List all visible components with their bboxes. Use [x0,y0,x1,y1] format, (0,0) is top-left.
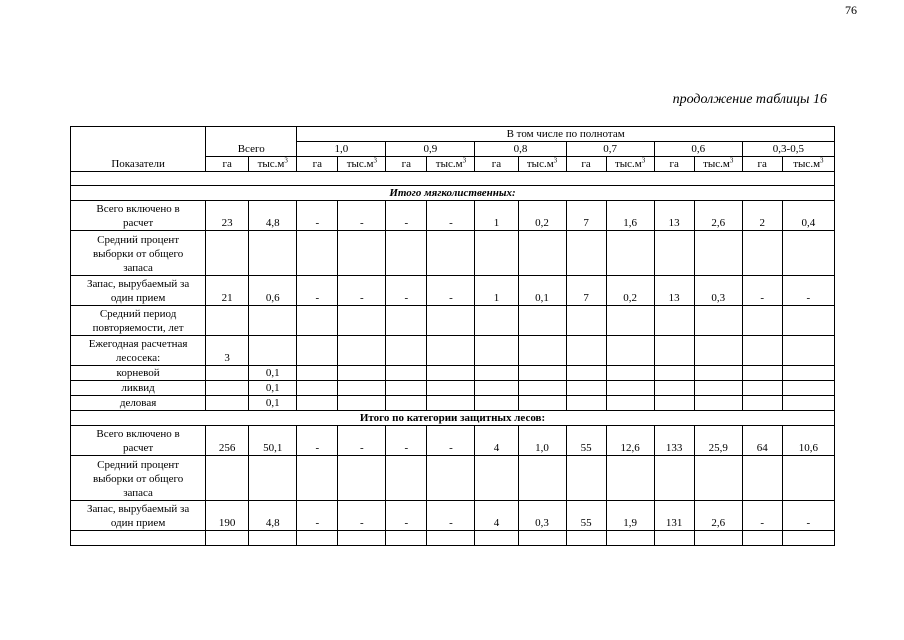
cell-value: 64 [742,426,782,456]
cell-value: 0,1 [249,396,297,411]
cell-value: 0,1 [518,276,566,306]
cell-value: - [297,426,338,456]
cell-value: 10,6 [782,426,834,456]
cell-value [694,396,742,411]
cell-value [249,231,297,276]
cell-value [475,381,518,396]
cell-value [742,381,782,396]
cell-value [338,366,386,381]
cell-value: 2,6 [694,201,742,231]
row-label: ликвид [71,381,206,396]
cell-value [606,396,654,411]
row-label [71,531,206,546]
cell-value [297,456,338,501]
cell-value [518,456,566,501]
cell-value [694,381,742,396]
header-unit-area: га [475,157,518,172]
table-row [71,501,835,531]
cell-value [386,231,427,276]
cell-value [338,531,386,546]
cell-value [249,336,297,366]
cell-value [606,456,654,501]
cell-value: 4,8 [249,501,297,531]
header-unit-volume: $тыс.м^3$ [338,157,386,172]
table-caption: продолжение таблицы 16 [672,92,827,107]
cell-value [566,456,606,501]
table-row [71,336,835,366]
cell-value [742,531,782,546]
cell-value: 55 [566,426,606,456]
cell-value [606,531,654,546]
cell-value [654,231,694,276]
spacer-row [71,172,835,186]
row-label: Средний процент выборки от общего запаса [71,231,206,276]
cell-value: - [782,276,834,306]
cell-value [427,306,475,336]
cell-value: 21 [206,276,249,306]
cell-value [782,456,834,501]
cell-value [742,396,782,411]
cell-value: - [782,501,834,531]
header-unit-area: га [206,157,249,172]
header-unit-volume: $тыс.м^3$ [249,157,297,172]
cell-value [782,336,834,366]
cell-value [742,306,782,336]
header-unit-area: га [297,157,338,172]
cell-value: 1,9 [606,501,654,531]
cell-value [427,456,475,501]
cell-value [654,396,694,411]
cell-value [386,336,427,366]
cell-value: 3 [206,336,249,366]
cell-value: - [427,426,475,456]
table-row [71,531,835,546]
cell-value: - [386,201,427,231]
cell-value [206,531,249,546]
header-unit-area: га [566,157,606,172]
cell-value [386,531,427,546]
cell-value [694,366,742,381]
cell-value: 4 [475,426,518,456]
cell-value: 0,1 [249,366,297,381]
cell-value [475,456,518,501]
cell-value [782,381,834,396]
cell-value [206,231,249,276]
cell-value [742,231,782,276]
row-label: Всего включено в расчет [71,201,206,231]
header-density: 0,3-0,5 [742,142,834,157]
header-by-density: В том числе по полнотам [297,127,835,142]
row-label: Средний процент выборки от общего запаса [71,456,206,501]
cell-value [742,336,782,366]
cell-value: 131 [654,501,694,531]
cell-value [518,531,566,546]
header-total: Всего [206,127,297,157]
row-label: Запас, вырубаемый за один прием [71,276,206,306]
cell-value [338,306,386,336]
cell-value [694,456,742,501]
table-row [71,306,835,336]
cell-value [206,366,249,381]
cell-value [427,381,475,396]
cell-value: - [338,501,386,531]
header-density: 1,0 [297,142,386,157]
cell-value [338,456,386,501]
cell-value: - [338,426,386,456]
cell-value: - [386,501,427,531]
cell-value: 1 [475,276,518,306]
table-row [71,456,835,501]
cell-value: 0,2 [606,276,654,306]
cell-value: - [338,276,386,306]
cell-value [386,366,427,381]
cell-value: 1 [475,201,518,231]
header-unit-volume: $тыс.м^3$ [606,157,654,172]
cell-value [782,531,834,546]
cell-value: 4,8 [249,201,297,231]
cell-value: 190 [206,501,249,531]
cell-value [206,396,249,411]
cell-value: 0,2 [518,201,566,231]
cell-value [475,396,518,411]
cell-value [475,306,518,336]
header-unit-area: га [742,157,782,172]
page-number: 76 [845,3,857,17]
header-unit-volume: $тыс.м^3$ [518,157,566,172]
cell-value [518,336,566,366]
cell-value [654,336,694,366]
cell-value: 0,3 [518,501,566,531]
cell-value [427,366,475,381]
header-unit-area: га [654,157,694,172]
cell-value [249,456,297,501]
cell-value [566,366,606,381]
cell-value [475,231,518,276]
table-row [71,396,835,411]
cell-value [297,336,338,366]
cell-value [297,366,338,381]
cell-value [386,381,427,396]
forest-data-table [70,126,835,546]
cell-value: 0,6 [249,276,297,306]
cell-value [566,231,606,276]
cell-value: 256 [206,426,249,456]
cell-value: 13 [654,276,694,306]
cell-value: 4 [475,501,518,531]
cell-value [654,306,694,336]
cell-value [518,366,566,381]
cell-value: - [297,276,338,306]
cell-value [249,531,297,546]
cell-value: 55 [566,501,606,531]
cell-value [606,306,654,336]
cell-value: 2 [742,201,782,231]
table-row [71,231,835,276]
cell-value: 1,0 [518,426,566,456]
cell-value [206,456,249,501]
table-row [71,276,835,306]
table-row [71,201,835,231]
header-unit-area: га [386,157,427,172]
row-label: Запас, вырубаемый за один прием [71,501,206,531]
cell-value [742,366,782,381]
cell-value: - [742,501,782,531]
cell-value [606,336,654,366]
cell-value [606,366,654,381]
cell-value [782,306,834,336]
header-density: 0,7 [566,142,654,157]
cell-value [475,531,518,546]
row-label: корневой [71,366,206,381]
section-title: Итого мягколиственных: [71,186,835,201]
cell-value [782,231,834,276]
cell-value [606,231,654,276]
cell-value [297,306,338,336]
row-label: деловая [71,396,206,411]
table-row [71,366,835,381]
cell-value [566,381,606,396]
cell-value [782,396,834,411]
cell-value [297,231,338,276]
cell-value [386,306,427,336]
cell-value [386,396,427,411]
cell-value [206,381,249,396]
row-label: Средний период повторяемости, лет [71,306,206,336]
section-title: Итого по категории защитных лесов: [71,411,835,426]
cell-value: - [338,201,386,231]
cell-value: - [427,201,475,231]
cell-value: - [386,276,427,306]
cell-value [654,381,694,396]
cell-value [475,336,518,366]
cell-value [475,366,518,381]
cell-value [518,231,566,276]
cell-value: - [297,501,338,531]
cell-value [742,456,782,501]
header-unit-volume: $тыс.м^3$ [427,157,475,172]
header-indicator: Показатели [71,127,206,172]
cell-value [518,396,566,411]
cell-value: 0,3 [694,276,742,306]
cell-value [694,531,742,546]
cell-value: - [427,501,475,531]
cell-value: - [427,276,475,306]
cell-value [566,531,606,546]
cell-value: 7 [566,276,606,306]
cell-value [297,381,338,396]
row-label: Всего включено в расчет [71,426,206,456]
cell-value: 13 [654,201,694,231]
row-label: Ежегодная расчетная лесосека: [71,336,206,366]
cell-value: 25,9 [694,426,742,456]
cell-value [427,231,475,276]
cell-value [427,396,475,411]
header-unit-volume: $тыс.м^3$ [694,157,742,172]
cell-value [566,306,606,336]
cell-value [386,456,427,501]
cell-value: 7 [566,201,606,231]
cell-value [338,336,386,366]
table-row [71,381,835,396]
cell-value [654,366,694,381]
cell-value: - [386,426,427,456]
cell-value: 1,6 [606,201,654,231]
cell-value [654,531,694,546]
cell-value: 0,1 [249,381,297,396]
header-density: 0,6 [654,142,742,157]
cell-value [606,381,654,396]
cell-value: 2,6 [694,501,742,531]
header-density: 0,8 [475,142,566,157]
cell-value [518,381,566,396]
cell-value [338,231,386,276]
cell-value [694,231,742,276]
cell-value [338,381,386,396]
cell-value [518,306,566,336]
cell-value [694,336,742,366]
cell-value [338,396,386,411]
cell-value [297,396,338,411]
cell-value: 0,4 [782,201,834,231]
cell-value [427,531,475,546]
cell-value [566,396,606,411]
cell-value [297,531,338,546]
header-density: 0,9 [386,142,475,157]
table-row [71,426,835,456]
cell-value: 133 [654,426,694,456]
cell-value: - [742,276,782,306]
cell-value: 23 [206,201,249,231]
cell-value [654,456,694,501]
cell-value [694,306,742,336]
cell-value: 12,6 [606,426,654,456]
cell-value [249,306,297,336]
cell-value [206,306,249,336]
cell-value [782,366,834,381]
cell-value [427,336,475,366]
cell-value: 50,1 [249,426,297,456]
cell-value: - [297,201,338,231]
cell-value [566,336,606,366]
header-unit-volume: $тыс.м^3$ [782,157,834,172]
